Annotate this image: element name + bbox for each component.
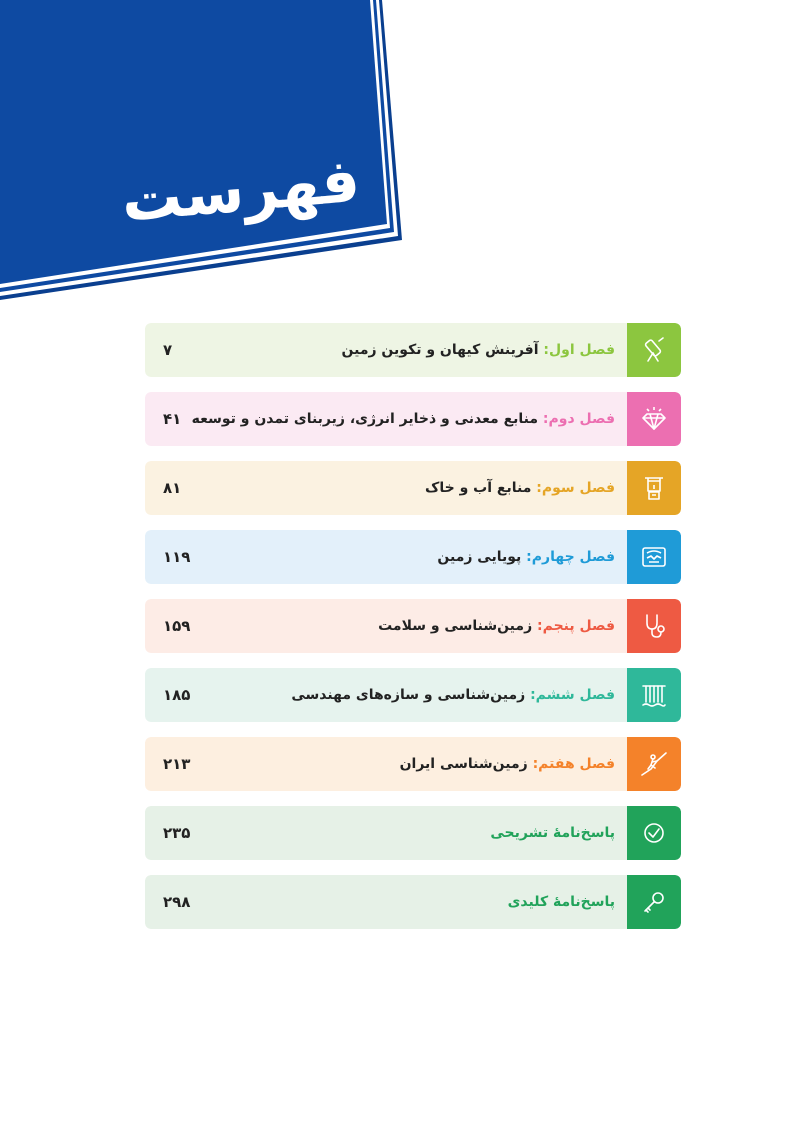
dam-icon — [627, 668, 681, 722]
toc-list — [145, 323, 681, 944]
toc-row-chapter-4[interactable] — [145, 530, 681, 584]
toc-row-descriptive-answers[interactable] — [145, 806, 681, 860]
page-number: ۷ — [163, 341, 173, 359]
chapter-title: زمین‌شناسی و سازه‌های مهندسی — [291, 687, 526, 703]
water-well-icon — [627, 461, 681, 515]
page-title: فهرست — [118, 145, 363, 237]
chapter-title: منابع آب و خاک — [425, 480, 532, 496]
check-circle-icon — [627, 806, 681, 860]
chapter-label: فصل پنجم: — [537, 618, 615, 634]
page-number: ۲۹۸ — [163, 893, 191, 911]
toc-row-chapter-3[interactable] — [145, 461, 681, 515]
page-number: ۱۸۵ — [163, 686, 191, 704]
chapter-title: آفرینش کیهان و تکوین زمین — [341, 342, 539, 358]
chapter-label: فصل اول: — [543, 342, 615, 358]
chapter-label: فصل ششم: — [530, 687, 615, 703]
chapter-title: منابع معدنی و ذخایر انرژی، زیربنای تمدن و توسعه — [191, 411, 539, 427]
toc-row-chapter-5[interactable] — [145, 599, 681, 653]
key-icon — [627, 875, 681, 929]
page-number: ۱۱۹ — [163, 548, 191, 566]
diamond-icon — [627, 392, 681, 446]
toc-row-chapter-1[interactable] — [145, 323, 681, 377]
chapter-title: زمین‌شناسی و سلامت — [378, 618, 533, 634]
answers-title: پاسخ‌نامهٔ کلیدی — [507, 894, 615, 910]
page-number: ۸۱ — [163, 479, 182, 497]
chapter-title: پویایی زمین — [437, 549, 522, 565]
chapter-label: فصل سوم: — [536, 480, 615, 496]
answers-title: پاسخ‌نامهٔ تشریحی — [490, 825, 615, 841]
toc-row-chapter-2[interactable] — [145, 392, 681, 446]
stethoscope-icon — [627, 599, 681, 653]
page-number: ۲۳۵ — [163, 824, 191, 842]
chapter-label: فصل چهارم: — [526, 549, 615, 565]
page-number: ۱۵۹ — [163, 617, 191, 635]
climber-icon — [627, 737, 681, 791]
earth-layers-icon — [627, 530, 681, 584]
chapter-title: زمین‌شناسی ایران — [399, 756, 528, 772]
telescope-icon — [627, 323, 681, 377]
chapter-label: فصل هفتم: — [532, 756, 615, 772]
toc-row-key-answers[interactable] — [145, 875, 681, 929]
page-number: ۴۱ — [163, 410, 182, 428]
page-number: ۲۱۳ — [163, 755, 191, 773]
chapter-label: فصل دوم: — [542, 411, 615, 427]
toc-row-chapter-6[interactable] — [145, 668, 681, 722]
toc-row-chapter-7[interactable] — [145, 737, 681, 791]
